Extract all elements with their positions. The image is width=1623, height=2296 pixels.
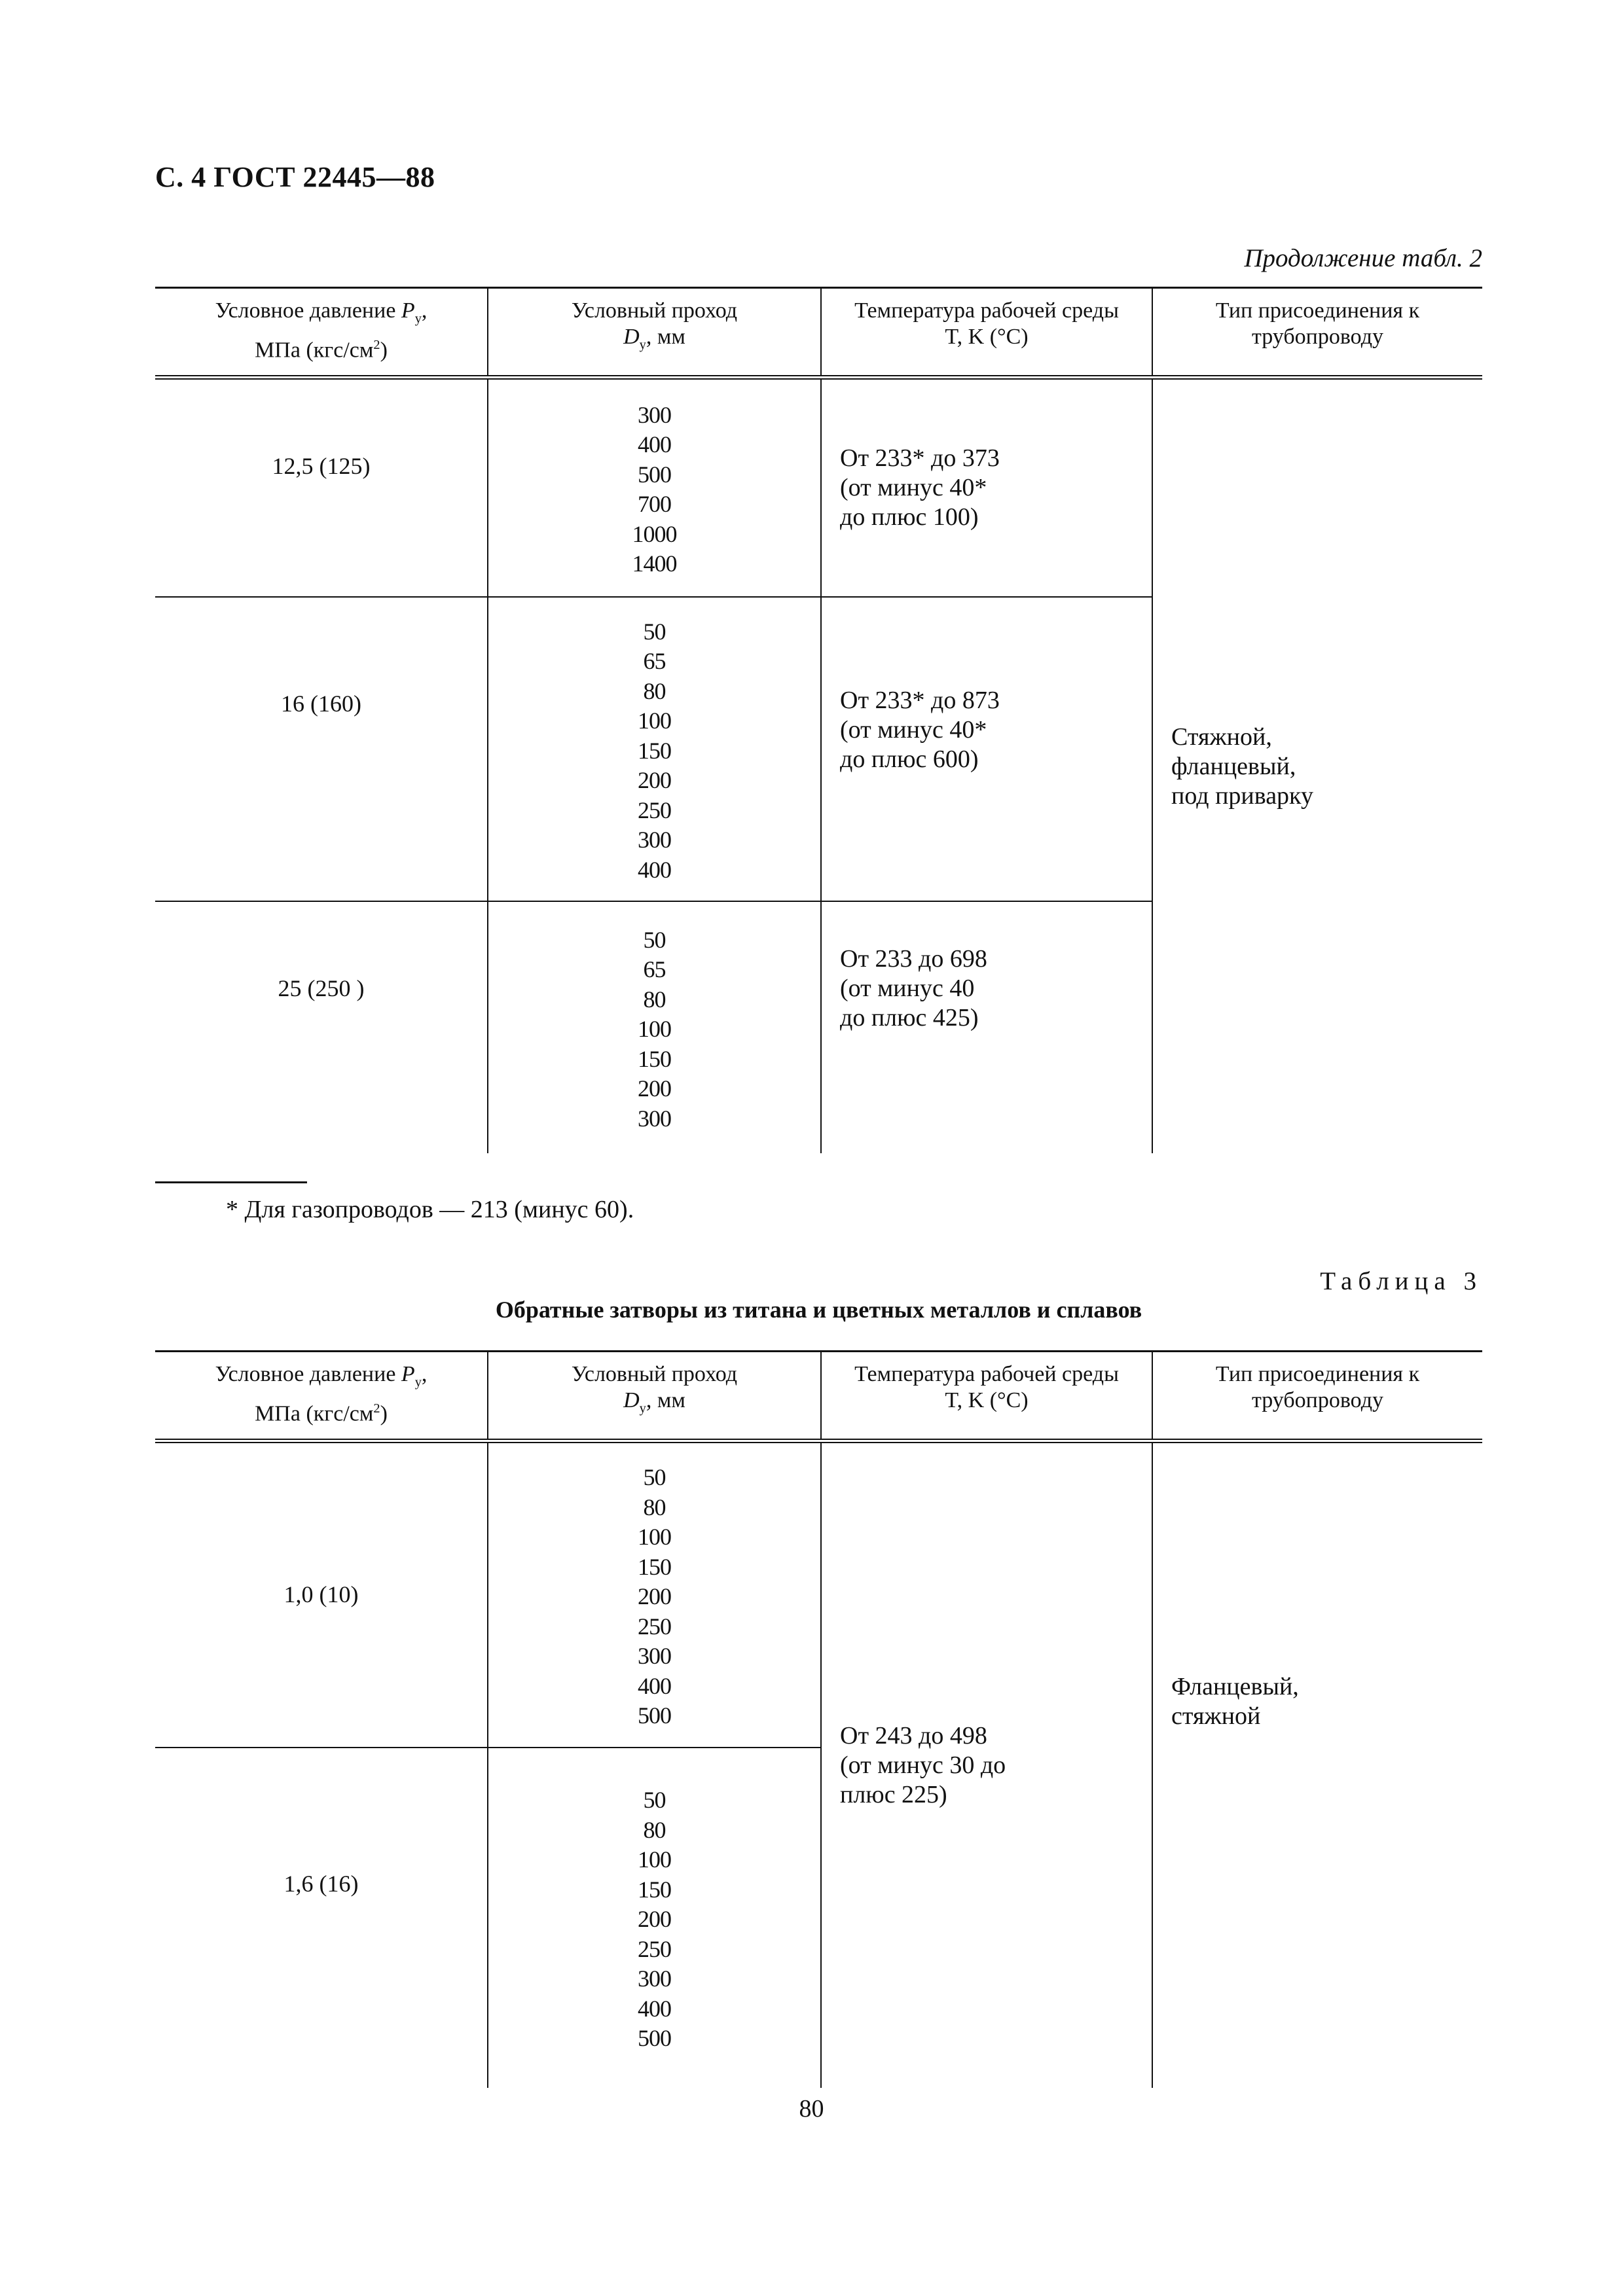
temperature-cell: От 243 до 498 (от минус 30 до плюс 225) — [821, 1441, 1152, 2088]
temperature-cell: От 233* до 373 (от минус 40* до плюс 100) — [821, 378, 1152, 597]
header-temperature: Температура рабочей среды T, K (°C) — [821, 1352, 1152, 1441]
temperature-cell: От 233* до 873 (от минус 40* до плюс 600) — [821, 597, 1152, 902]
diameter-list: 50 80 100 150 200 250 300 400 500 — [488, 1441, 821, 1748]
connection-type-cell: Стяжной, фланцевый, под приварку — [1152, 378, 1482, 1154]
pressure-cell: 12,5 (125) — [272, 453, 371, 480]
diameter-list: 50 65 80 100 150 200 300 — [488, 901, 821, 1153]
table-row — [155, 378, 1482, 597]
temperature-cell: От 233 до 698 (от минус 40 до плюс 425) — [821, 901, 1152, 1153]
table-continuation-label: Продолжение табл. 2 — [1244, 244, 1482, 272]
page-number: 80 — [799, 2095, 824, 2123]
pressure-cell: 25 (250 ) — [155, 901, 488, 1153]
diameter-list: 50 80 100 150 200 250 300 400 500 — [488, 1748, 821, 2088]
footnote: * Для газопроводов — 213 (минус 60). — [226, 1196, 634, 1223]
header-temperature: Температура рабочей среды T, K (°C) — [821, 288, 1152, 378]
table-3 — [155, 1350, 1482, 2088]
header-nominal-diameter: Условный проход $D_у$, мм — [488, 1352, 821, 1441]
pressure-cell: 1,6 (16) — [155, 1748, 488, 2088]
header-nominal-diameter: Условный проход $D_у$, мм — [488, 288, 821, 378]
pressure-cell: 1,0 (10) — [283, 1581, 359, 1608]
table-2 — [155, 287, 1482, 1153]
diameter-list: 50 65 80 100 150 200 250 300 400 — [488, 597, 821, 902]
header-connection-type: Тип присоединения к трубопроводу — [1152, 288, 1482, 378]
table-3-title: Обратные затворы из титана и цветных металлов и сплавов — [495, 1297, 1142, 1323]
pressure-cell: 16 (160) — [155, 597, 488, 902]
page-title: С. 4 ГОСТ 22445—88 — [155, 161, 435, 193]
table-3-label: Таблица 3 — [1320, 1267, 1482, 1295]
diameter-list: 300 400 500 700 1000 1400 — [488, 378, 821, 597]
connection-type-cell: Фланцевый, стяжной — [1152, 1441, 1482, 2088]
table-row — [155, 1441, 1482, 1748]
header-nominal-pressure: Условное давление $P_у$, МПа $(кгс/см^2)$ — [155, 1352, 488, 1441]
footnote-divider — [155, 1181, 307, 1183]
header-nominal-pressure: Условное давление $P_у$, МПа $(кгс/см^2)$ — [155, 288, 488, 378]
header-connection-type: Тип присоединения к трубопроводу — [1152, 1352, 1482, 1441]
